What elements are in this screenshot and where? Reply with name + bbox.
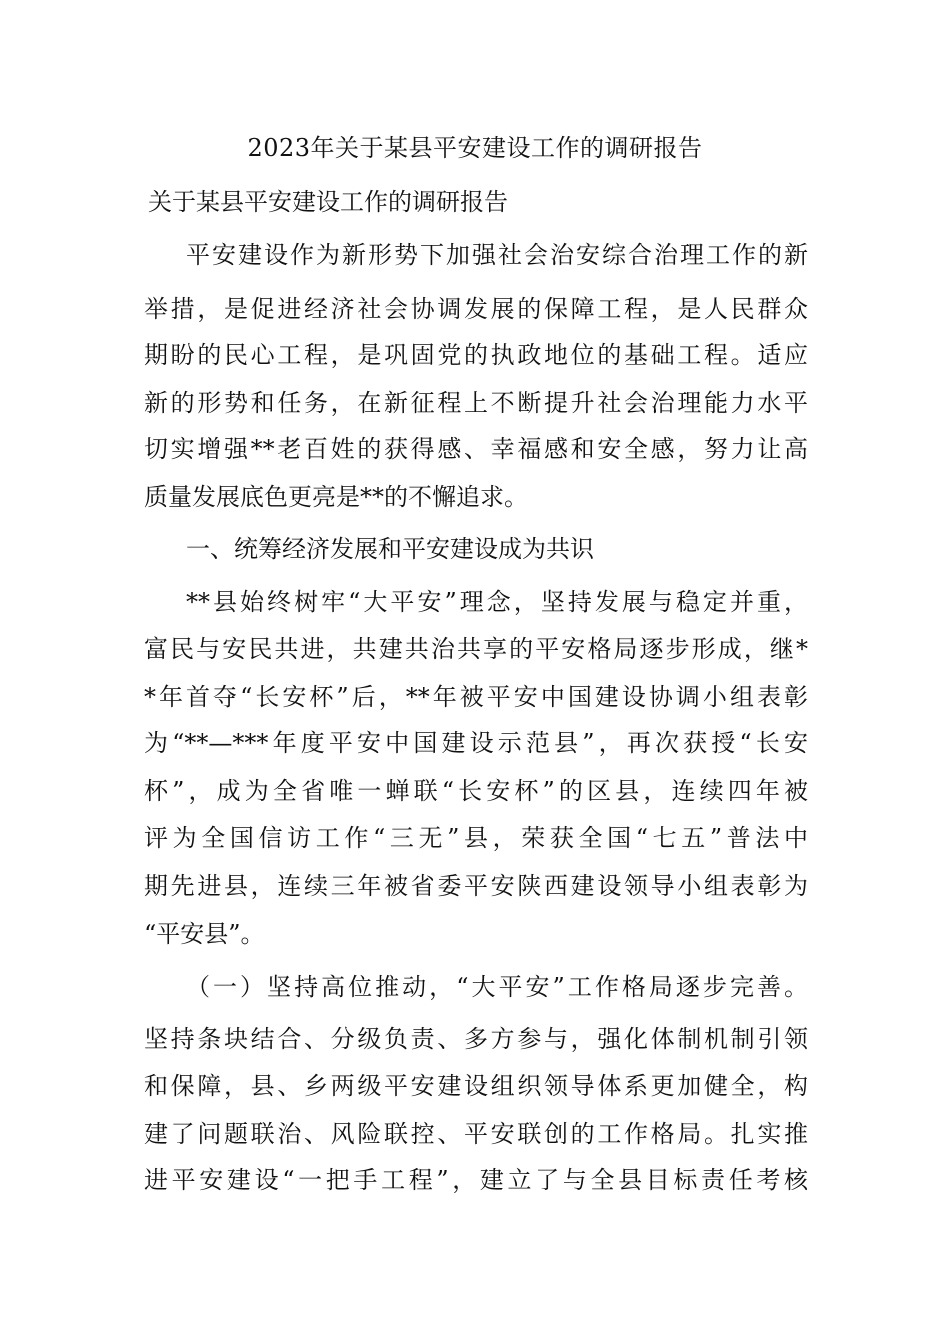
paragraph-line: 杯”，成为全省唯一蝉联“长安杯”的区县，连续四年被	[144, 777, 808, 805]
paragraph-line: 建了问题联治、风险联控、平安联创的工作格局。扎实推	[144, 1120, 808, 1148]
document-subtitle: 关于某县平安建设工作的调研报告	[148, 188, 508, 216]
paragraph-line: 切实增强**老百姓的获得感、幸福感和安全感，努力让高	[144, 435, 808, 463]
paragraph-line: 期盼的民心工程，是巩固党的执政地位的基础工程。适应	[144, 341, 808, 369]
paragraph-line: 期先进县，连续三年被省委平安陕西建设领导小组表彰为	[144, 872, 808, 900]
paragraph-line: 进平安建设“一把手工程”，建立了与全县目标责任考核	[144, 1166, 808, 1194]
paragraph-line: 为“**—***年度平安中国建设示范县”，再次获授“长安	[144, 729, 808, 757]
paragraph-line: 和保障，县、乡两级平安建设组织领导体系更加健全，构	[144, 1072, 808, 1100]
paragraph-line: 新的形势和任务，在新征程上不断提升社会治理能力水平	[144, 389, 808, 417]
paragraph-line: 坚持条块结合、分级负责、多方参与，强化体制机制引领	[144, 1025, 808, 1053]
paragraph-line: **县始终树牢“大平安”理念，坚持发展与稳定并重，	[186, 588, 808, 616]
paragraph-line: “平安县”。	[144, 920, 265, 948]
subsection-heading: （一）坚持高位推动，“大平安”工作格局逐步完善。	[186, 973, 808, 1001]
paragraph-line: 平安建设作为新形势下加强社会治安综合治理工作的新	[186, 241, 808, 269]
paragraph-line: 评为全国信访工作“三无”县，荣获全国“七五”普法中	[144, 824, 808, 852]
paragraph-line: 富民与安民共进，共建共治共享的平安格局逐步形成，继*	[144, 635, 808, 663]
document-title: 2023年关于某县平安建设工作的调研报告	[247, 134, 703, 162]
section-heading: 一、统筹经济发展和平安建设成为共识	[186, 535, 594, 563]
paragraph-line: 举措，是促进经济社会协调发展的保障工程，是人民群众	[144, 295, 808, 323]
paragraph-line: *年首夺“长安杯”后，**年被平安中国建设协调小组表彰	[144, 683, 808, 711]
paragraph-line: 质量发展底色更亮是**的不懈追求。	[144, 483, 528, 511]
